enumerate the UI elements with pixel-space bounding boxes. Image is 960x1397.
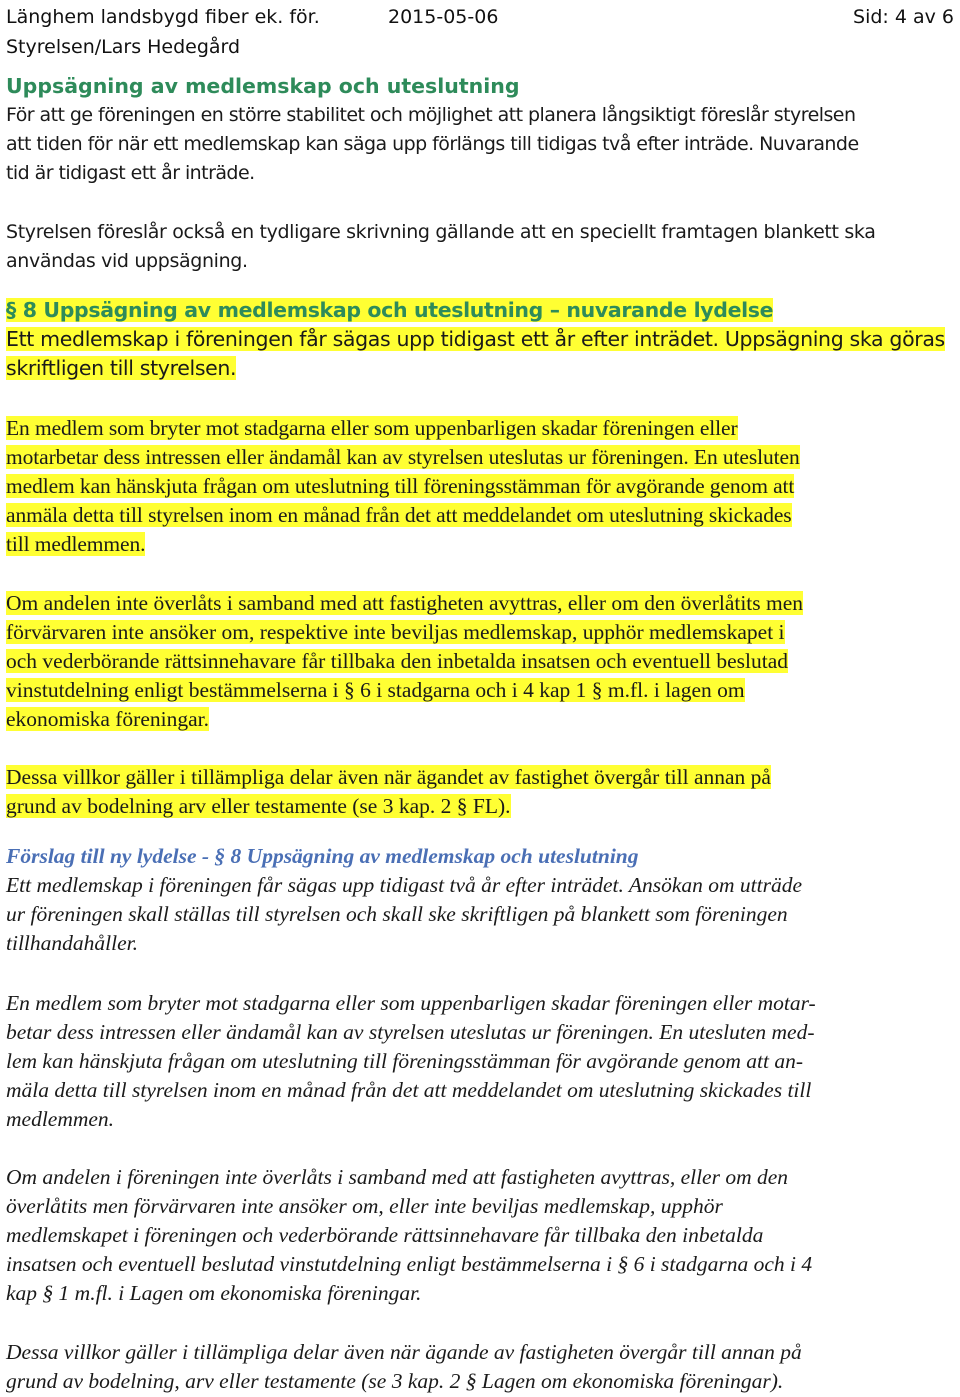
text-line: motarbetar dess intressen eller ändamål kan av styrelsen uteslutas ur föreningen. En utesluten: [6, 445, 800, 469]
text-line: lem kan hänskjuta frågan om uteslutning till föreningsstämman för avgörande genom att an-: [6, 1049, 804, 1073]
text-line: grund av bodelning arv eller testamente (se 3 kap. 2 § FL).: [6, 794, 511, 818]
text-line: att tiden för när ett medlemskap kan säga upp förlängs till tidigas två efter inträde. Nuvarande: [6, 133, 859, 155]
page-number: Sid: 4 av 6: [853, 6, 954, 28]
document-author: Styrelsen/Lars Hedegård: [6, 36, 241, 58]
text-line: ekonomiska föreningar.: [6, 707, 210, 731]
text-line: insatsen och eventuell beslutad vinstutdelning enligt bestämmelserna i § 6 i stadgarna och i 4: [6, 1252, 813, 1276]
text-line: En medlem som bryter mot stadgarna eller som uppenbarligen skadar föreningen eller: [6, 416, 738, 440]
text-line: ur föreningen skall ställas till styrelsen och skall ske skriftligen på blankett som föreningen: [6, 902, 788, 926]
proposal-paragraph-membership: [6, 871, 956, 958]
text-line: Om andelen i föreningen inte överlåts i samband med att fastigheten avyttras, eller om den: [6, 1165, 789, 1189]
text-line: mäla detta till styrelsen inom en månad från det att meddelandet om uteslutning skickades till: [6, 1078, 812, 1102]
text-line: kap § 1 m.fl. i Lagen om ekonomiska föreningar.: [6, 1281, 422, 1305]
current-wording-block: [6, 296, 956, 383]
text-line: grund av bodelning, arv eller testamente (se 3 kap. 2 § Lagen om ekonomiska föreningar).: [6, 1369, 784, 1393]
text-line: medlem kan hänskjuta frågan om uteslutning till föreningsstämman för avgörande genom att: [6, 474, 795, 498]
text-line: För att ge föreningen en större stabilitet och möjlighet att planera långsiktigt föreslår styrelsen: [6, 104, 856, 126]
intro-paragraph: [6, 101, 956, 188]
text-line: Ett medlemskap i föreningen får sägas upp tidigast två år efter inträdet. Ansökan om utträde: [6, 873, 803, 897]
section-heading: Uppsägning av medlemskap och uteslutning: [6, 74, 520, 98]
text-line: tillhandahåller.: [6, 931, 138, 955]
proposal-heading: Förslag till ny lydelse - § 8 Uppsägning av medlemskap och uteslutning: [6, 844, 639, 868]
proposal-paragraph-exclusion: [6, 989, 956, 1134]
page-header: [6, 2, 954, 62]
document-date: 2015-05-06: [388, 6, 499, 28]
text-line: Styrelsen föreslår också en tydligare skrivning gällande att en speciellt framtagen blankett ska: [6, 221, 876, 243]
text-line: Ett medlemskap i föreningen får sägas upp tidigast ett år efter inträdet. Uppsägning ska göras: [6, 327, 945, 351]
text-line: till medlemmen.: [6, 532, 146, 556]
text-line: överlåtits men förvärvaren inte ansöker om, eller inte beviljas medlemskap, upphör: [6, 1194, 723, 1218]
text-line: Om andelen inte överlåts i samband med att fastigheten avyttras, eller om den överlåtits men: [6, 591, 804, 615]
text-line: anmäla detta till styrelsen inom en månad från det att meddelandet om uteslutning skickades: [6, 503, 792, 527]
current-wording-title: [6, 298, 773, 322]
organization-name: Länghem landsbygd fiber ek. för.: [6, 6, 320, 28]
text-line: och vederbörande rättsinnehavare får tillbaka den inbetalda insatsen och eventuell beslutad: [6, 649, 789, 673]
text-line: skriftligen till styrelsen.: [6, 356, 237, 380]
title-text: 8 Uppsägning av medlemskap och uteslutning – nuvarande lydelse: [22, 298, 774, 322]
proposal-paragraph-conditions: [6, 1338, 956, 1396]
intro-paragraph-2: [6, 218, 956, 276]
text-line: medlemmen.: [6, 1107, 115, 1131]
proposal-paragraph-transfer: [6, 1163, 956, 1308]
current-paragraph-transfer: [6, 589, 956, 734]
text-line: medlemskapet i föreningen och vederbörande rättsinnehavare får tillbaka den inbetalda: [6, 1223, 764, 1247]
section-symbol: §: [6, 298, 16, 322]
text-line: Dessa villkor gäller i tillämpliga delar även när ägande av fastigheten övergår till annan på: [6, 1340, 802, 1364]
text-line: Dessa villkor gäller i tillämpliga delar även när ägandet av fastighet övergår till annan på: [6, 765, 771, 789]
text-line: förvärvaren inte ansöker om, respektive inte beviljas medlemskap, upphör medlemskapet i: [6, 620, 785, 644]
text-line: betar dess intressen eller ändamål kan av styrelsen uteslutas ur föreningen. En utesluten med-: [6, 1020, 815, 1044]
text-line: tid är tidigast ett år inträde.: [6, 162, 255, 184]
current-paragraph-exclusion: [6, 414, 956, 559]
text-line: En medlem som bryter mot stadgarna eller som uppenbarligen skadar föreningen eller motar-: [6, 991, 816, 1015]
text-line: användas vid uppsägning.: [6, 250, 248, 272]
text-line: vinstutdelning enligt bestämmelserna i § 6 i stadgarna och i 4 kap 1 § m.fl. i lagen om: [6, 678, 745, 702]
current-paragraph-conditions: [6, 763, 956, 821]
